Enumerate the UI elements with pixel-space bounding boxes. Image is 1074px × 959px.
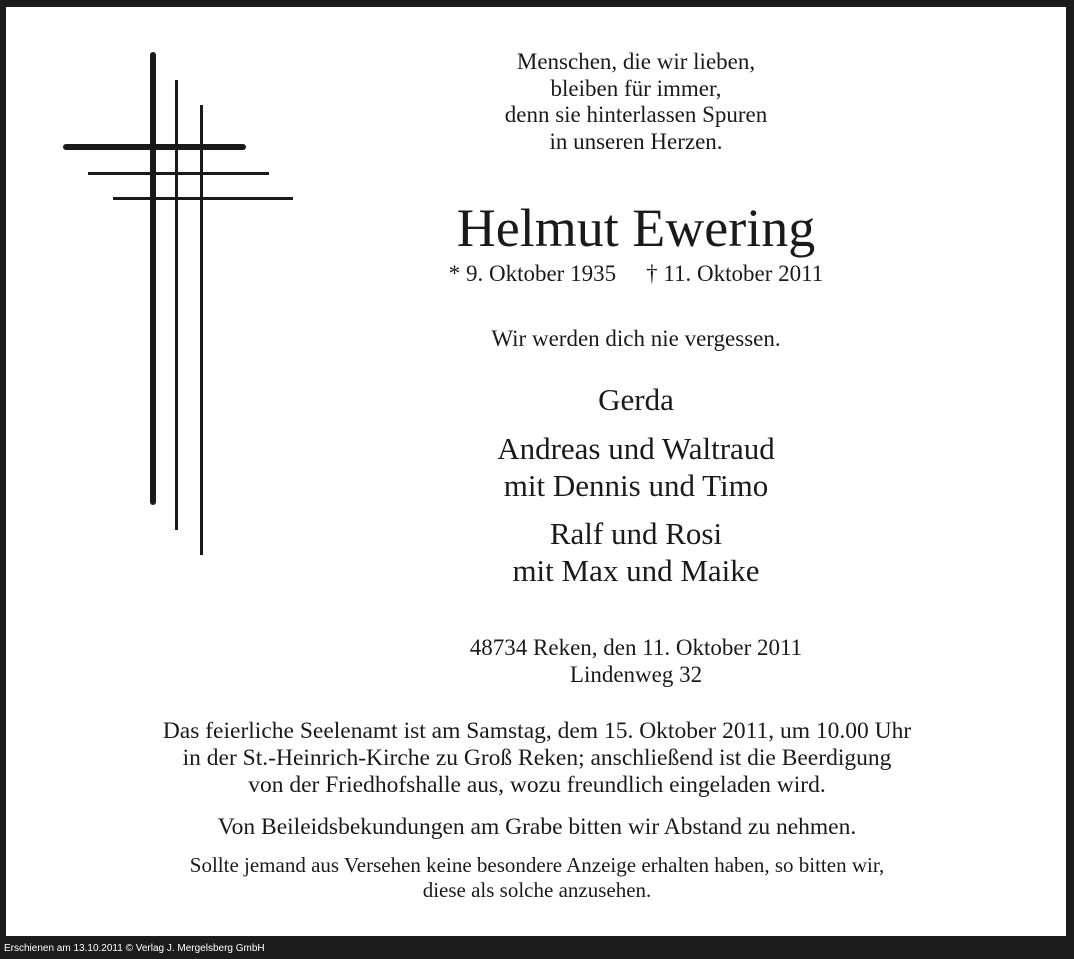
family-group-1-line-1: Andreas und Waltraud bbox=[497, 431, 775, 466]
service-line-2: in der St.-Heinrich-Kirche zu Groß Reken; anschließend ist die Beerdigung bbox=[182, 745, 892, 771]
poem-line-4: in unseren Herzen. bbox=[549, 128, 723, 154]
notice-line-2: diese als solche anzusehen. bbox=[422, 878, 652, 902]
family-spouse: Gerda bbox=[598, 382, 674, 417]
poem-line-1: Menschen, die wir lieben, bbox=[516, 49, 756, 74]
service-line-3: von der Friedhofshalle aus, wozu freundlich eingeladen wird. bbox=[248, 772, 826, 798]
family-group-1-line-2: mit Dennis und Timo bbox=[503, 468, 769, 503]
deceased-name: Helmut Ewering bbox=[456, 198, 816, 258]
service-line-1: Das feierliche Seelenamt ist am Samstag, dem 15. Oktober 2011, um 10.00 Uhr bbox=[162, 718, 912, 744]
family-group-2-line-1: Ralf und Rosi bbox=[549, 516, 723, 551]
notice-line-1: Sollte jemand aus Versehen keine besondere Anzeige erhalten haben, so bitten wir, bbox=[189, 853, 885, 877]
address-street: Lindenweg 32 bbox=[569, 662, 703, 687]
poem-line-3: denn sie hinterlassen Spuren bbox=[504, 102, 768, 127]
cross-horizontal-bar-2 bbox=[88, 172, 269, 175]
life-dates bbox=[99, 261, 1074, 287]
condolence-note: Von Beileidsbekundungen am Grabe bitten wir Abstand zu nehmen. bbox=[217, 814, 857, 840]
memorial-quote: Wir werden dich nie vergessen. bbox=[491, 326, 781, 351]
birth-date: * 9. Oktober 1935 bbox=[448, 261, 617, 286]
publication-footer: Erschienen am 13.10.2011 © Verlag J. Mergelsberg GmbH bbox=[4, 943, 265, 954]
address-place-date: 48734 Reken, den 11. Oktober 2011 bbox=[469, 635, 803, 660]
poem-line-2: bleiben für immer, bbox=[550, 75, 722, 101]
family-group-2-line-2: mit Max und Maike bbox=[512, 553, 760, 588]
death-date: † 11. Oktober 2011 bbox=[646, 261, 824, 286]
